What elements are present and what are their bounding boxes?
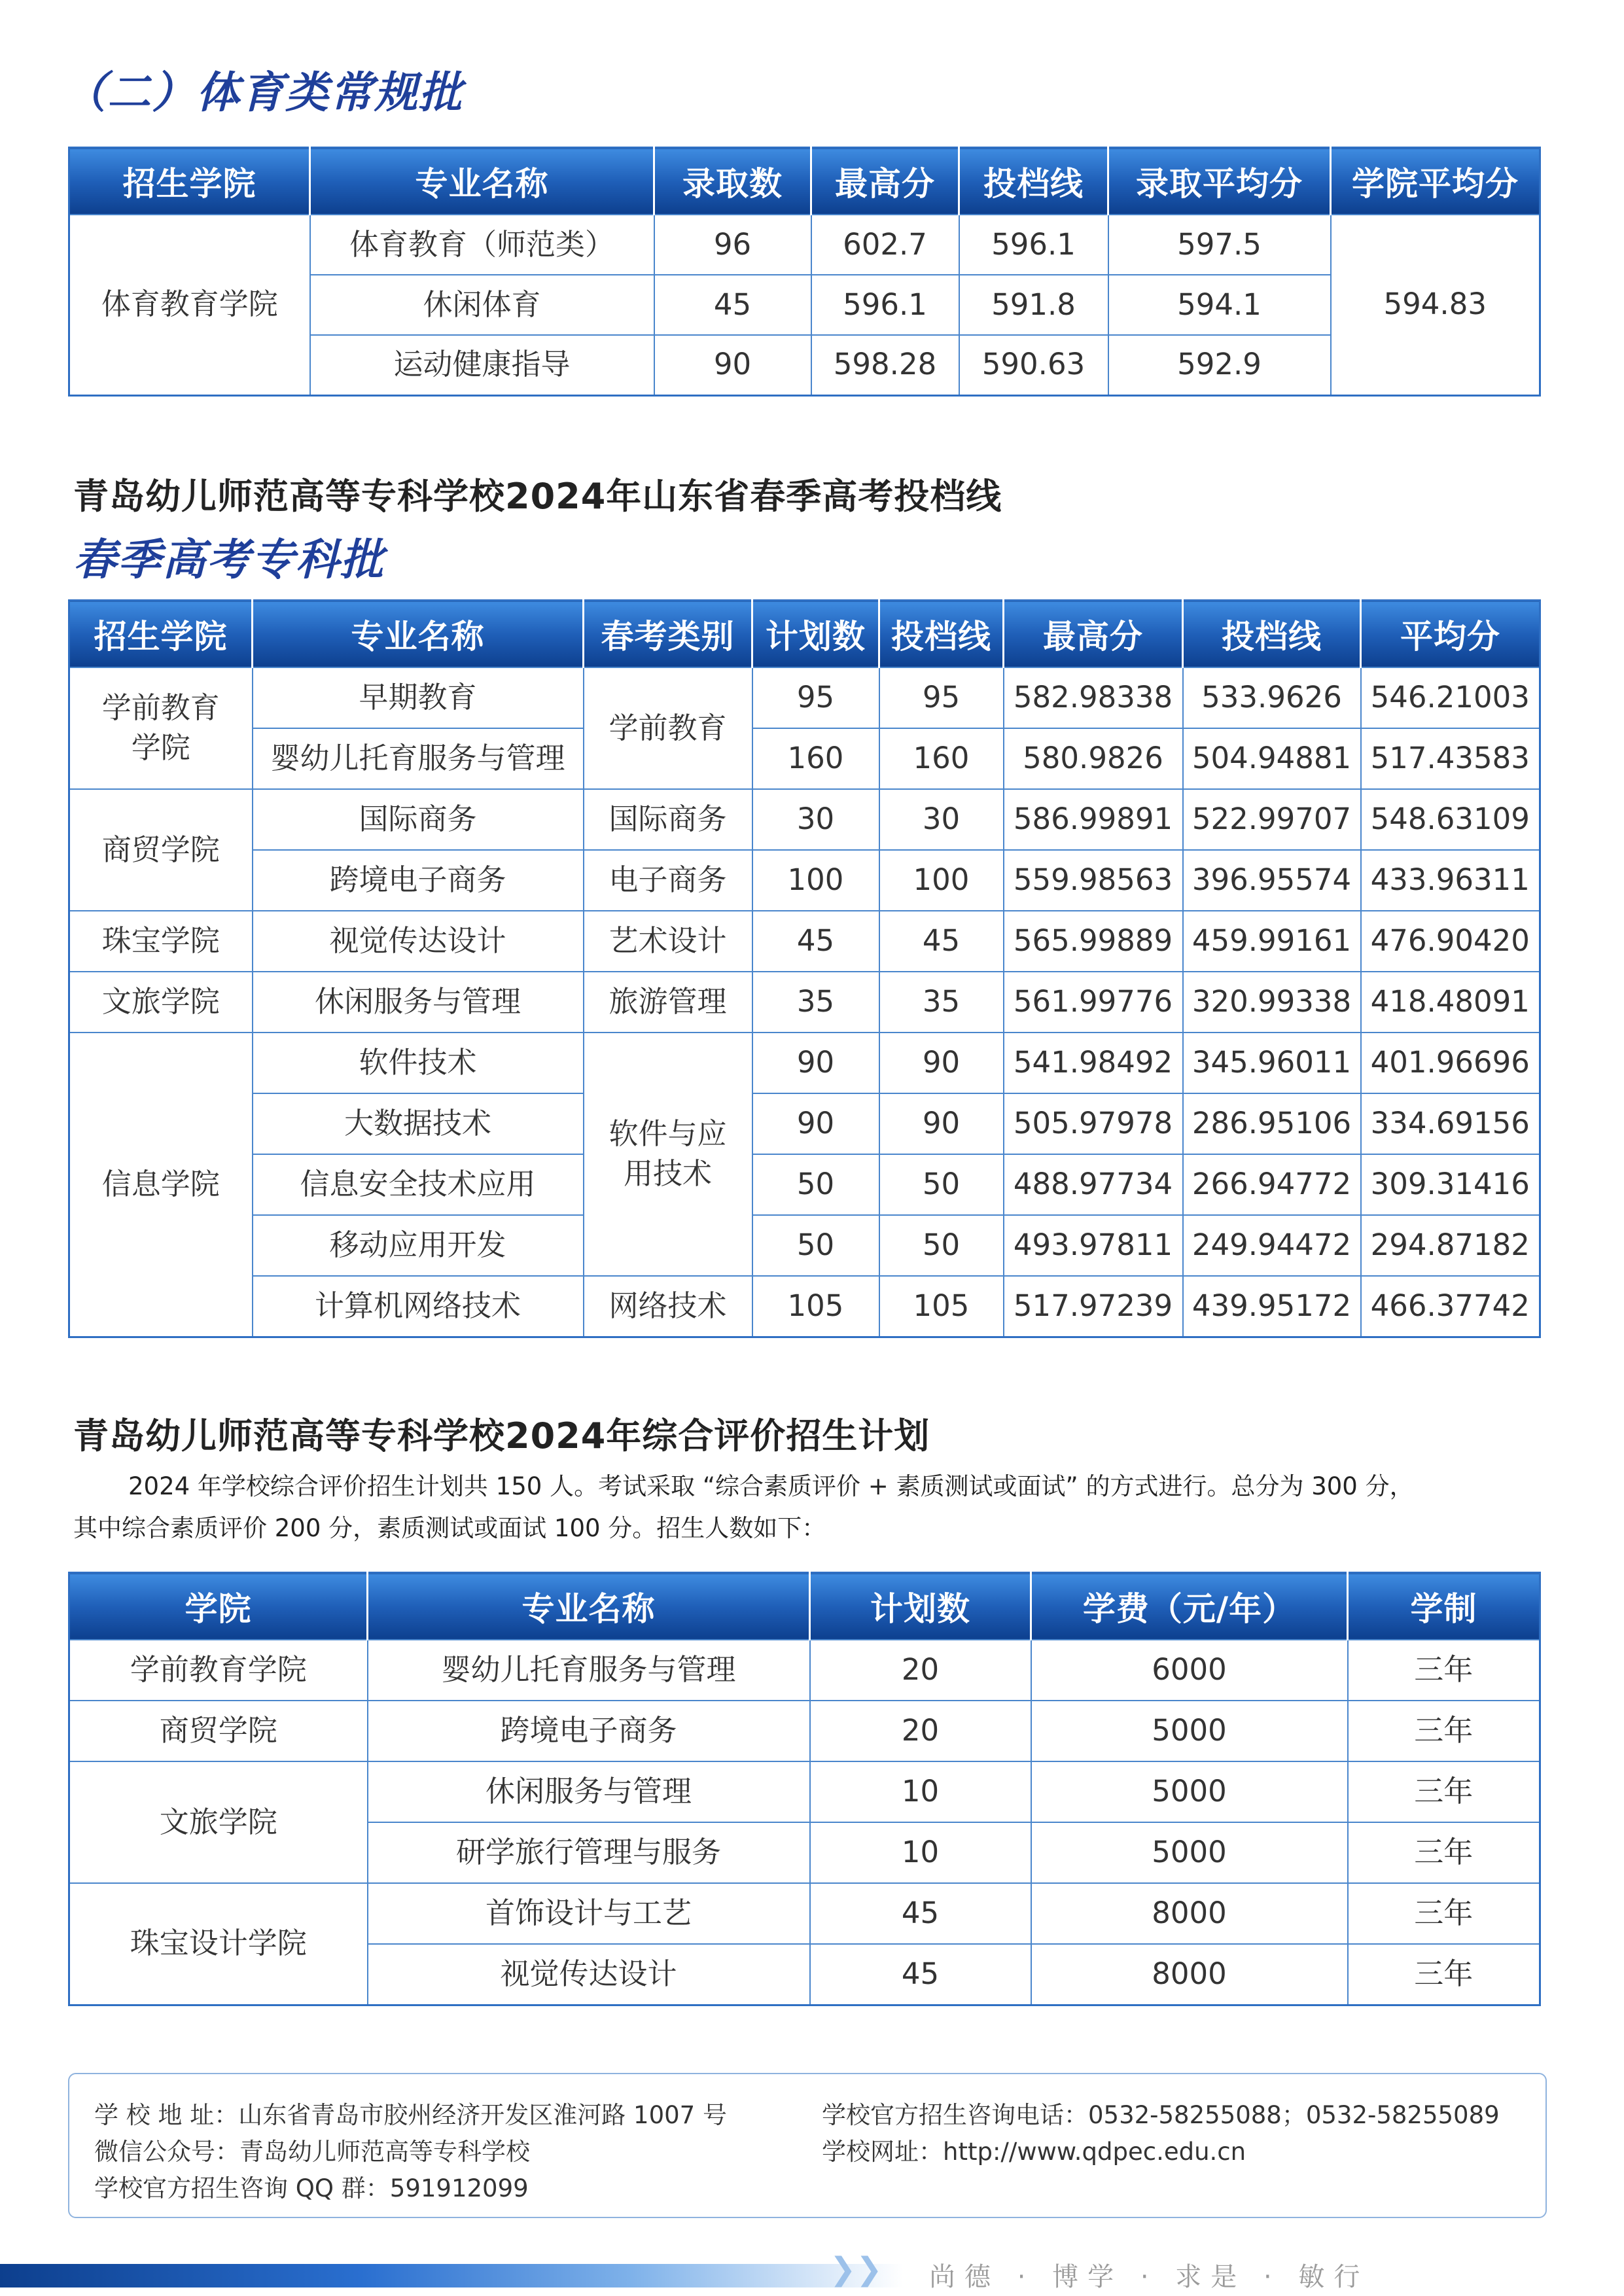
plan-cell: 95 (752, 667, 879, 728)
max-cell: 505.97978 (1004, 1093, 1183, 1154)
phone-label: 学校官方招生咨询电话： (822, 2101, 1088, 2129)
avg-cell: 548.63109 (1361, 789, 1540, 850)
table-header-row (69, 601, 1540, 668)
avg-cell: 592.9 (1108, 335, 1331, 395)
college-cell: 文旅学院 (69, 1761, 368, 1883)
plan-cell: 50 (752, 1154, 879, 1215)
phone-line (822, 2095, 1500, 2130)
major-cell: 休闲体育 (310, 275, 654, 335)
col-header-college-avg: 学院平均分 (1331, 148, 1540, 215)
line2-cell: 522.99707 (1183, 789, 1361, 850)
max-cell: 559.98563 (1004, 850, 1183, 911)
college-cell (69, 667, 253, 789)
line-cell: 596.1 (959, 215, 1108, 275)
plan-cell: 105 (752, 1276, 879, 1337)
college-cell: 商贸学院 (69, 1701, 368, 1761)
table-header-row (69, 1573, 1540, 1640)
major-cell: 移动应用开发 (253, 1215, 584, 1276)
years-cell: 三年 (1348, 1761, 1540, 1822)
fee-cell: 5000 (1031, 1701, 1348, 1761)
major-cell: 视觉传达设计 (253, 911, 584, 972)
line2-cell: 345.96011 (1183, 1033, 1361, 1093)
plan-cell: 90 (752, 1033, 879, 1093)
plan-cell: 10 (810, 1822, 1031, 1883)
college-avg-cell: 594.83 (1331, 215, 1540, 395)
college-cell: 学前教育学院 (69, 1640, 368, 1701)
qq-value: 591912099 (389, 2174, 529, 2202)
category-cell: 电子商务 (584, 850, 752, 911)
comprehensive-paragraph-1: 2024 年学校综合评价招生计划共 150 人。考试采取 “综合素质评价 + 素质测试或面试” 的方式进行。总分为 300 分， (128, 1472, 1414, 1500)
avg-cell: 597.5 (1108, 215, 1331, 275)
max-cell: 541.98492 (1004, 1033, 1183, 1093)
avg-cell: 418.48091 (1361, 972, 1540, 1033)
sports-admission-table (68, 147, 1541, 397)
col-header-major: 专业名称 (253, 601, 584, 668)
wechat-label: 微信公众号： (94, 2138, 239, 2166)
major-cell: 信息安全技术应用 (253, 1154, 584, 1215)
avg-cell: 433.96311 (1361, 850, 1540, 911)
admit-cell: 96 (654, 215, 811, 275)
col-header-line: 投档线 (879, 601, 1004, 668)
line-cell: 591.8 (959, 275, 1108, 335)
plan-cell: 10 (810, 1761, 1031, 1822)
line2-cell: 396.95574 (1183, 850, 1361, 911)
address-value: 山东省青岛市胶州经济开发区淮河路 1007 号 (238, 2101, 727, 2129)
years-cell: 三年 (1348, 1883, 1540, 1944)
avg-cell: 334.69156 (1361, 1093, 1540, 1154)
col-header-max: 最高分 (1004, 601, 1183, 668)
plan-cell: 20 (810, 1640, 1031, 1701)
max-cell: 582.98338 (1004, 667, 1183, 728)
category-cell: 旅游管理 (584, 972, 752, 1033)
col-header-max: 最高分 (811, 148, 959, 215)
col-header-college: 招生学院 (69, 148, 310, 215)
chevron-decoration-icon: ❯❯ (830, 2251, 883, 2287)
college-cell: 文旅学院 (69, 972, 253, 1033)
bottom-gradient-bar (0, 2264, 903, 2287)
col-header-major: 专业名称 (368, 1573, 810, 1640)
col-header-fee: 学费（元/年） (1031, 1573, 1348, 1640)
line2-cell: 533.9626 (1183, 667, 1361, 728)
plan-cell: 100 (752, 850, 879, 911)
major-cell: 休闲服务与管理 (368, 1761, 810, 1822)
table-row (69, 1761, 1540, 1822)
col-header-college: 招生学院 (69, 601, 253, 668)
col-header-avg: 录取平均分 (1108, 148, 1331, 215)
col-header-category: 春考类别 (584, 601, 752, 668)
plan-cell: 45 (810, 1944, 1031, 2005)
avg-cell: 294.87182 (1361, 1215, 1540, 1276)
table-row (69, 728, 1540, 789)
max-cell: 488.97734 (1004, 1154, 1183, 1215)
line-cell: 35 (879, 972, 1004, 1033)
line-cell: 50 (879, 1154, 1004, 1215)
col-header-admit: 录取数 (654, 148, 811, 215)
line-cell: 95 (879, 667, 1004, 728)
major-cell: 国际商务 (253, 789, 584, 850)
max-cell: 580.9826 (1004, 728, 1183, 789)
col-header-avg: 平均分 (1361, 601, 1540, 668)
table-row (69, 1154, 1540, 1215)
fee-cell: 8000 (1031, 1883, 1348, 1944)
avg-cell: 517.43583 (1361, 728, 1540, 789)
line2-cell: 266.94772 (1183, 1154, 1361, 1215)
address-label: 学 校 地 址： (94, 2101, 239, 2129)
spring-exam-heading: 青岛幼儿师范高等专科学校2024年山东省春季高考投档线 (73, 476, 1002, 517)
plan-cell: 50 (752, 1215, 879, 1276)
line2-cell: 439.95172 (1183, 1276, 1361, 1337)
line-cell: 45 (879, 911, 1004, 972)
category-cell: 学前教育 (584, 667, 752, 789)
major-cell: 早期教育 (253, 667, 584, 728)
years-cell: 三年 (1348, 1944, 1540, 2005)
wechat-line (94, 2132, 530, 2167)
line-cell: 160 (879, 728, 1004, 789)
qq-label: 学校官方招生咨询 QQ 群： (94, 2174, 390, 2202)
max-cell: 596.1 (811, 275, 959, 335)
section1-title: （二）体育类常规批 (63, 67, 463, 118)
years-cell: 三年 (1348, 1701, 1540, 1761)
col-header-plan: 计划数 (810, 1573, 1031, 1640)
table-row (69, 1640, 1540, 1701)
table-row (69, 1033, 1540, 1093)
plan-cell: 45 (752, 911, 879, 972)
qq-line (94, 2168, 529, 2204)
major-cell: 首饰设计与工艺 (368, 1883, 810, 1944)
max-cell: 602.7 (811, 215, 959, 275)
college-cell: 珠宝学院 (69, 911, 253, 972)
line2-cell: 320.99338 (1183, 972, 1361, 1033)
max-cell: 598.28 (811, 335, 959, 395)
years-cell: 三年 (1348, 1822, 1540, 1883)
major-cell: 婴幼儿托育服务与管理 (253, 728, 584, 789)
table-row (69, 850, 1540, 911)
table-row (69, 1215, 1540, 1276)
phone-value: 0532-58255088；0532-58255089 (1088, 2101, 1500, 2129)
website-link[interactable]: http://www.qdpec.edu.cn (943, 2138, 1246, 2166)
major-cell: 软件技术 (253, 1033, 584, 1093)
line2-cell: 504.94881 (1183, 728, 1361, 789)
comprehensive-plan-table (68, 1572, 1541, 2006)
avg-cell: 466.37742 (1361, 1276, 1540, 1337)
fee-cell: 8000 (1031, 1944, 1348, 2005)
table-row (69, 215, 1540, 275)
table-row (69, 1093, 1540, 1154)
plan-cell: 160 (752, 728, 879, 789)
major-cell: 计算机网络技术 (253, 1276, 584, 1337)
plan-cell: 45 (810, 1883, 1031, 1944)
major-cell: 婴幼儿托育服务与管理 (368, 1640, 810, 1701)
admit-cell: 90 (654, 335, 811, 395)
fee-cell: 6000 (1031, 1640, 1348, 1701)
line2-cell: 249.94472 (1183, 1215, 1361, 1276)
col-header-years: 学制 (1348, 1573, 1540, 1640)
plan-cell: 35 (752, 972, 879, 1033)
major-cell: 大数据技术 (253, 1093, 584, 1154)
max-cell: 586.99891 (1004, 789, 1183, 850)
address-line (94, 2095, 727, 2130)
plan-cell: 20 (810, 1701, 1031, 1761)
max-cell: 565.99889 (1004, 911, 1183, 972)
comprehensive-paragraph-2: 其中综合素质评价 200 分，素质测试或面试 100 分。招生人数如下： (73, 1514, 826, 1542)
major-cell: 跨境电子商务 (253, 850, 584, 911)
major-cell: 视觉传达设计 (368, 1944, 810, 2005)
major-cell: 休闲服务与管理 (253, 972, 584, 1033)
years-cell: 三年 (1348, 1640, 1540, 1701)
table-row (69, 972, 1540, 1033)
avg-cell: 476.90420 (1361, 911, 1540, 972)
website-label: 学校网址： (822, 2138, 943, 2166)
line-cell: 30 (879, 789, 1004, 850)
wechat-value: 青岛幼儿师范高等专科学校 (239, 2138, 530, 2166)
fee-cell: 5000 (1031, 1761, 1348, 1822)
category-label: 软件与应用技术 (609, 1116, 727, 1191)
spring-exam-table (68, 599, 1541, 1338)
col-header-line: 投档线 (959, 148, 1108, 215)
plan-cell: 30 (752, 789, 879, 850)
avg-cell: 594.1 (1108, 275, 1331, 335)
line-cell: 590.63 (959, 335, 1108, 395)
category-cell (584, 1033, 752, 1276)
college-cell: 商贸学院 (69, 789, 253, 911)
col-header-line2: 投档线 (1183, 601, 1361, 668)
college-cell: 珠宝设计学院 (69, 1883, 368, 2005)
major-cell: 运动健康指导 (310, 335, 654, 395)
col-header-plan: 计划数 (752, 601, 879, 668)
major-cell: 跨境电子商务 (368, 1701, 810, 1761)
college-cell: 信息学院 (69, 1033, 253, 1337)
max-cell: 517.97239 (1004, 1276, 1183, 1337)
line2-cell: 286.95106 (1183, 1093, 1361, 1154)
table-row (69, 789, 1540, 850)
line-cell: 90 (879, 1093, 1004, 1154)
major-cell: 研学旅行管理与服务 (368, 1822, 810, 1883)
table-row (69, 667, 1540, 728)
line-cell: 105 (879, 1276, 1004, 1337)
avg-cell: 401.96696 (1361, 1033, 1540, 1093)
table-row (69, 911, 1540, 972)
category-cell: 国际商务 (584, 789, 752, 850)
school-motto: 尚德 · 博学 · 求是 · 敏行 (929, 2262, 1369, 2292)
website-line (822, 2132, 1246, 2167)
college-cell: 体育教育学院 (69, 215, 310, 395)
table-row (69, 1701, 1540, 1761)
table-header-row (69, 148, 1540, 215)
major-cell: 体育教育（师范类） (310, 215, 654, 275)
max-cell: 493.97811 (1004, 1215, 1183, 1276)
college-label: 学前教育学院 (101, 690, 220, 765)
fee-cell: 5000 (1031, 1822, 1348, 1883)
admit-cell: 45 (654, 275, 811, 335)
category-cell: 艺术设计 (584, 911, 752, 972)
spring-exam-title: 春季高考专科批 (73, 535, 385, 585)
plan-cell: 90 (752, 1093, 879, 1154)
table-row (69, 1276, 1540, 1337)
col-header-college: 学院 (69, 1573, 368, 1640)
line-cell: 100 (879, 850, 1004, 911)
line-cell: 90 (879, 1033, 1004, 1093)
col-header-major: 专业名称 (310, 148, 654, 215)
line2-cell: 459.99161 (1183, 911, 1361, 972)
max-cell: 561.99776 (1004, 972, 1183, 1033)
avg-cell: 309.31416 (1361, 1154, 1540, 1215)
avg-cell: 546.21003 (1361, 667, 1540, 728)
category-cell: 网络技术 (584, 1276, 752, 1337)
line-cell: 50 (879, 1215, 1004, 1276)
table-row (69, 1883, 1540, 1944)
comprehensive-heading: 青岛幼儿师范高等专科学校2024年综合评价招生计划 (73, 1415, 930, 1457)
